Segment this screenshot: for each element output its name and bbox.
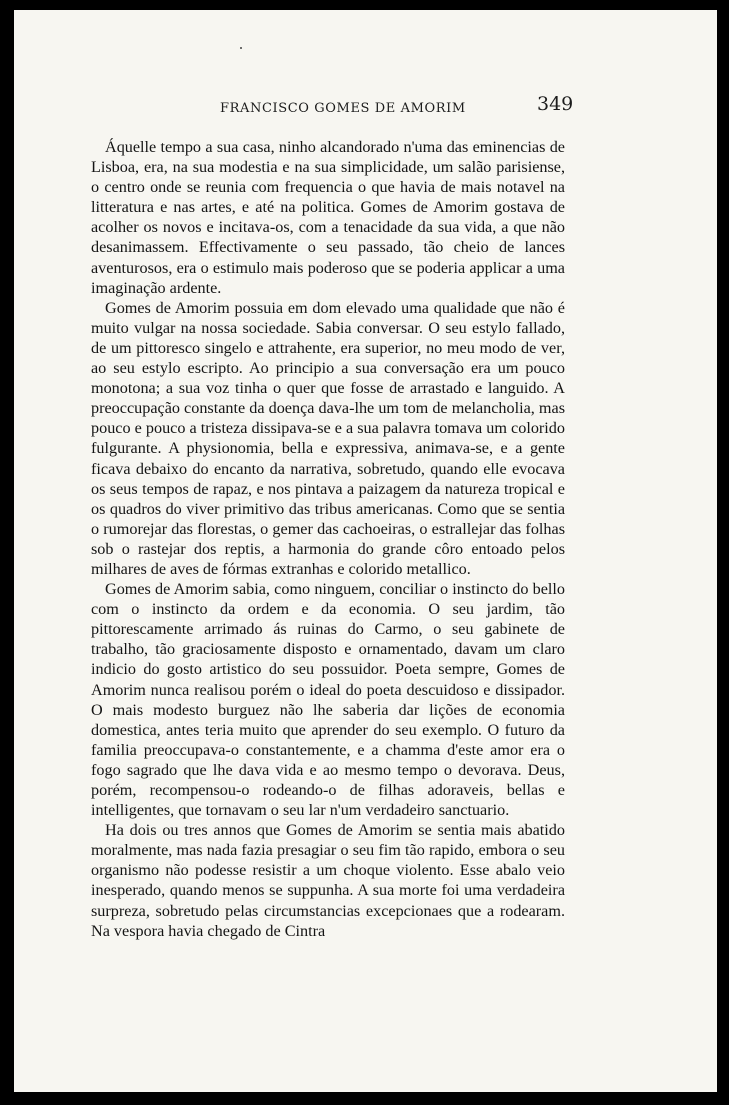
book-page [14, 10, 717, 1092]
paragraph: Ha dois ou tres annos que Gomes de Amorim se sentia mais abatido moralmente, mas nada fazia presagiar o seu fim tão rapido, embora o seu organismo não podesse resistir a um choque violento. Esse abalo veio inesperado, quando menos se suppunha. A sua morte foi uma verdadeira surpreza, sobretudo pelas circumstancias excepcionaes que a rodearam. Na vespora havia chegado de Cintra [91, 821, 565, 940]
page-number: 349 [537, 93, 574, 115]
running-title: FRANCISCO GOMES DE AMORIM [220, 101, 466, 116]
page-header [14, 90, 717, 120]
paragraph: Gomes de Amorim possuia em dom elevado uma qualidade que não é muito vulgar na nossa sociedade. Sabia conversar. O seu estylo fallado, de um pittoresco singelo e attrahente, era superior, no meu modo de ver, ao seu estylo escripto. Ao principio a sua conversação era um pouco monotona; a sua voz tinha o quer que fosse de arrastado e languido. A preoccupação constante da doença dava-lhe um tom de melancholia, mas pouco e pouco a tristeza dissipava-se e a sua palavra tomava um colorido fulgurante. A physionomia, bella e expressiva, animava-se, e a gente ficava debaixo do encanto da narrativa, sobretudo, quando elle evocava os seus tempos de rapaz, e nos pintava a paizagem da natureza tropical e os quadros do viver primitivo das tribus americanas. Como que se sentia o rumorejar das florestas, o gemer das cachoeiras, o estrallejar das folhas sob o rastejar dos reptis, a harmonia do grande côro entoado pelos milhares de aves de fórmas extranhas e colorido metallico. [91, 298, 565, 578]
paragraph: Áquelle tempo a sua casa, ninho alcandorado n'uma das eminencias de Lisboa, era, na sua modestia e na sua simplicidade, um salão parisiense, o centro onde se reunia com frequencia o que havia de mais notavel na litteratura e nas artes, e até na politica. Gomes de Amorim gostava de acolher os novos e incitava-os, com a tenacidade da sua vida, a que não desanimassem. Effectivamente o seu passado, tão cheio de lances aventurosos, era o estimulo mais poderoso que se poderia applicar a uma imaginação ardente. [91, 138, 565, 297]
body-text [91, 137, 565, 941]
paragraph: Gomes de Amorim sabia, como ninguem, conciliar o instincto do bello com o instincto da ordem e da economia. O seu jardim, tão pittorescamente arrimado ás ruinas do Carmo, o seu gabinete de trabalho, tão graciosamente disposto e ornamentado, davam um claro indicio do gosto artistico do seu possuidor. Poeta sempre, Gomes de Amorim nunca realisou porém o ideal do poeta descuidoso e dissipador. O mais modesto burguez não lhe saberia dar lições de economia domestica, antes teria muito que aprender do seu exemplo. O futuro da familia preoccupava-o constantemente, e a chamma d'este amor era o fogo sagrado que lhe dava vida e ao mesmo tempo o devorava. Deus, porém, recompensou-o rodeando-o de filhas adoraveis, bellas e intelligentes, que tornavam o seu lar n'um verdadeiro sanctuario. [91, 580, 565, 820]
print-speck [240, 47, 242, 49]
